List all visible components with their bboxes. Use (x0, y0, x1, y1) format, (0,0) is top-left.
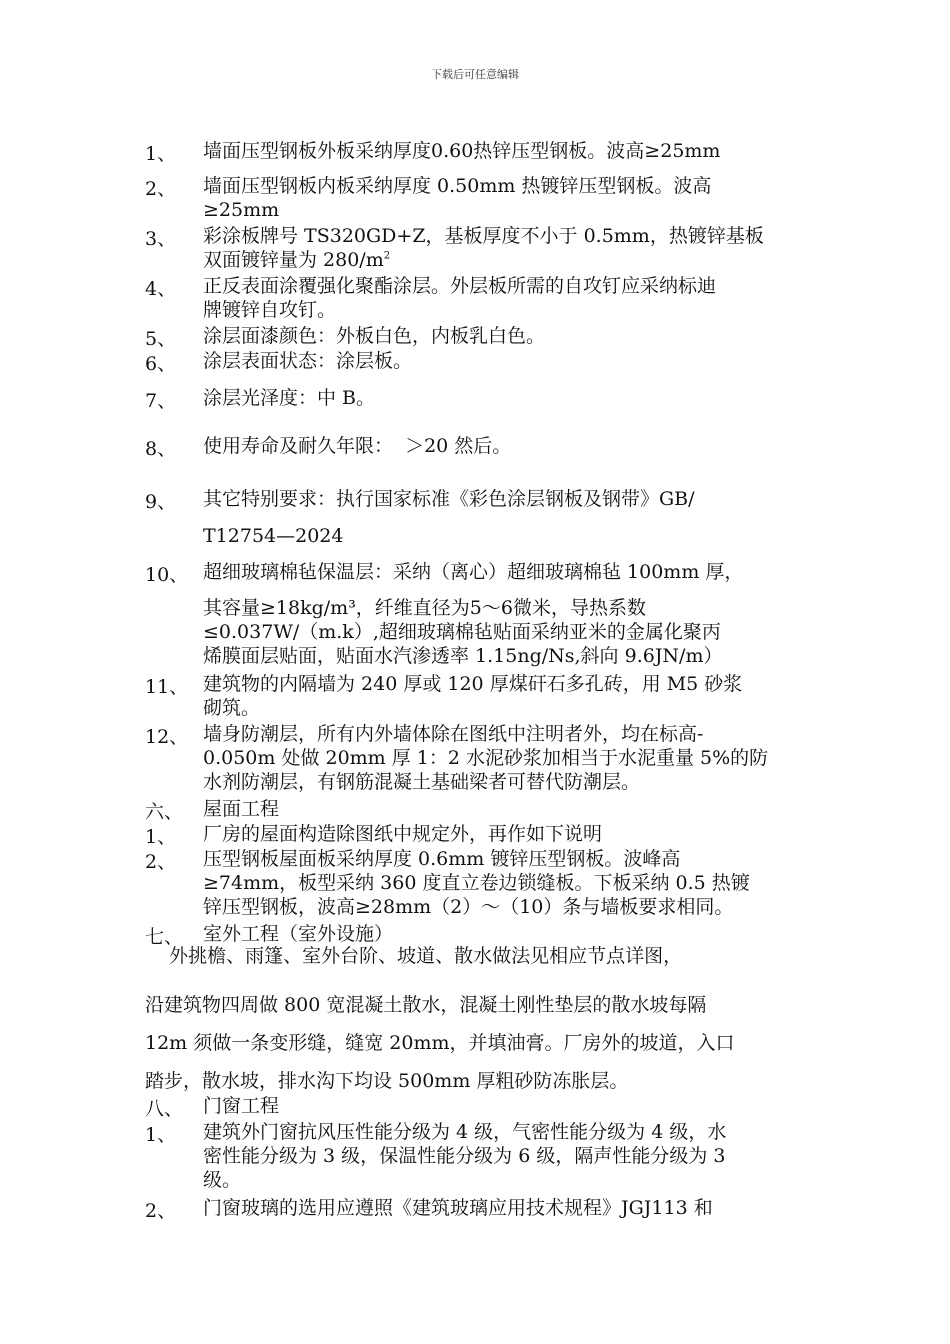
item-line: 超细玻璃棉毡保温层：采纳（离心）超细玻璃棉毡 100mm 厚， (203, 561, 744, 583)
item-number: 7、 (145, 390, 177, 412)
item-line: 密性能分级为 3 级，保温性能分级为 6 级，隔声性能分级为 3 (203, 1145, 726, 1167)
item-line: 压型钢板屋面板采纳厚度 0.6mm 镀锌压型钢板。波峰高 (203, 848, 681, 870)
paragraph-line: 踏步，散水坡，排水沟下均设 500mm 厚粗砂防冻胀层。 (145, 1070, 629, 1092)
item-number: 3、 (145, 228, 177, 250)
item-line: 砌筑。 (203, 697, 261, 719)
item-number: 5、 (145, 328, 177, 350)
item-text (203, 434, 808, 458)
item-number: 12、 (145, 726, 189, 748)
item-text (203, 922, 808, 946)
item-text (203, 822, 808, 846)
item-line: 涂层面漆颜色：外板白色，内板乳白色。 (203, 325, 546, 347)
item-line: ≥74mm，板型采纳 360 度直立卷边锁缝板。下板采纳 0.5 热镀 (203, 872, 750, 894)
item-text (203, 797, 808, 821)
item-line: T12754—2024 (203, 525, 344, 547)
item-text (203, 487, 808, 511)
item-line: 涂层表面状态：涂层板。 (203, 350, 413, 372)
item-line: 建筑物的内隔墙为 240 厚或 120 厚煤矸石多孔砖，用 M5 砂浆 (203, 673, 743, 695)
item-line: 烯膜面层贴面，贴面水汽渗透率 1.15ng/Ns,斜向 9.6JN/m） (203, 645, 723, 667)
item-line: 门窗工程 (203, 1095, 280, 1117)
item-text (203, 1094, 808, 1118)
item-number: 七、 (145, 926, 184, 948)
item-line: ≤0.037W/（m.k）,超细玻璃棉毡贴面采纳亚米的金属化聚丙 (203, 621, 721, 643)
item-number: 2、 (145, 851, 177, 873)
item-number: 6、 (145, 353, 177, 375)
item-text (203, 224, 808, 272)
item-line: 彩涂板牌号 TS320GD+Z，基板厚度不小于 0.5mm，热镀锌基板 (203, 225, 764, 247)
superscript: 2 (383, 250, 391, 262)
item-text (203, 596, 808, 668)
item-line: 正反表面涂覆强化聚酯涂层。外层板所需的自攻钉应采纳标迪 (203, 275, 717, 297)
paragraph-line: 沿建筑物四周做 800 宽混凝土散水，混凝土刚性垫层的散水坡每隔 (145, 994, 707, 1016)
item-line: 墙身防潮层，所有内外墙体除在图纸中注明者外，均在标高- (203, 723, 704, 745)
item-line: 墙面压型钢板外板采纳厚度0.60热锌压型钢板。波高≥25mm (203, 140, 721, 162)
item-line: 级。 (203, 1169, 242, 1191)
item-text (203, 1120, 808, 1192)
item-line: 屋面工程 (203, 798, 280, 820)
item-number: 9、 (145, 491, 177, 513)
item-line: 门窗玻璃的选用应遵照《建筑玻璃应用技术规程》JGJ113 和 (203, 1197, 713, 1219)
item-line: 墙面压型钢板内板采纳厚度 0.50mm 热镀锌压型钢板。波高 (203, 175, 712, 197)
item-text (203, 722, 808, 794)
paragraph-line: 外挑檐、雨篷、室外台阶、坡道、散水做法见相应节点详图， (145, 945, 683, 967)
item-text (203, 324, 808, 348)
paragraph-line: 12m 须做一条变形缝，缝宽 20mm，并填油膏。厂房外的坡道，入口 (145, 1032, 735, 1054)
item-line: 双面镀锌量为 $280/m^2$ (203, 249, 391, 271)
item-line: 厂房的屋面构造除图纸中规定外，再作如下说明 (203, 823, 603, 845)
item-number: 1、 (145, 143, 177, 165)
item-number: 六、 (145, 801, 184, 823)
item-line: 锌压型钢板，波高≥28mm（2）～（10）条与墙板要求相同。 (203, 896, 734, 918)
item-number: 11、 (145, 676, 189, 698)
item-number: 八、 (145, 1098, 184, 1120)
item-line: 其它特别要求：执行国家标准《彩色涂层钢板及钢带》GB/ (203, 488, 695, 510)
item-text (203, 1196, 808, 1220)
item-number: 1、 (145, 826, 177, 848)
item-line: 0.050m 处做 20mm 厚 1：2 水泥砂浆加相当于水泥重量 5%的防 (203, 747, 769, 769)
item-number: 2、 (145, 178, 177, 200)
item-number: 10、 (145, 564, 189, 586)
item-line: ≥25mm (203, 199, 280, 221)
item-line: 室外工程（室外设施） (203, 923, 394, 945)
item-text (203, 386, 808, 410)
item-number: 1、 (145, 1124, 177, 1146)
item-number: 4、 (145, 278, 177, 300)
item-text (203, 560, 808, 584)
item-text (203, 139, 808, 163)
item-line: 涂层光泽度：中 B。 (203, 387, 376, 409)
item-line: 其容量≥18kg/m³，纤维直径为5～6微米，导热系数 (203, 597, 646, 619)
item-text (203, 349, 808, 373)
item-text (203, 174, 808, 222)
item-line: 建筑外门窗抗风压性能分级为 4 级，气密性能分级为 4 级，水 (203, 1121, 727, 1143)
item-text (203, 672, 808, 720)
item-text (203, 524, 808, 548)
item-number: 2、 (145, 1200, 177, 1222)
item-line: 使用寿命及耐久年限： ＞20 然后。 (203, 435, 512, 457)
item-text (203, 847, 808, 919)
item-line: 牌镀锌自攻钉。 (203, 299, 337, 321)
item-text (203, 274, 808, 322)
page-header: 下载后可任意编辑 (431, 68, 519, 81)
item-number: 8、 (145, 438, 177, 460)
item-line: 水剂防潮层，有钢筋混凝土基础梁者可替代防潮层。 (203, 771, 641, 793)
